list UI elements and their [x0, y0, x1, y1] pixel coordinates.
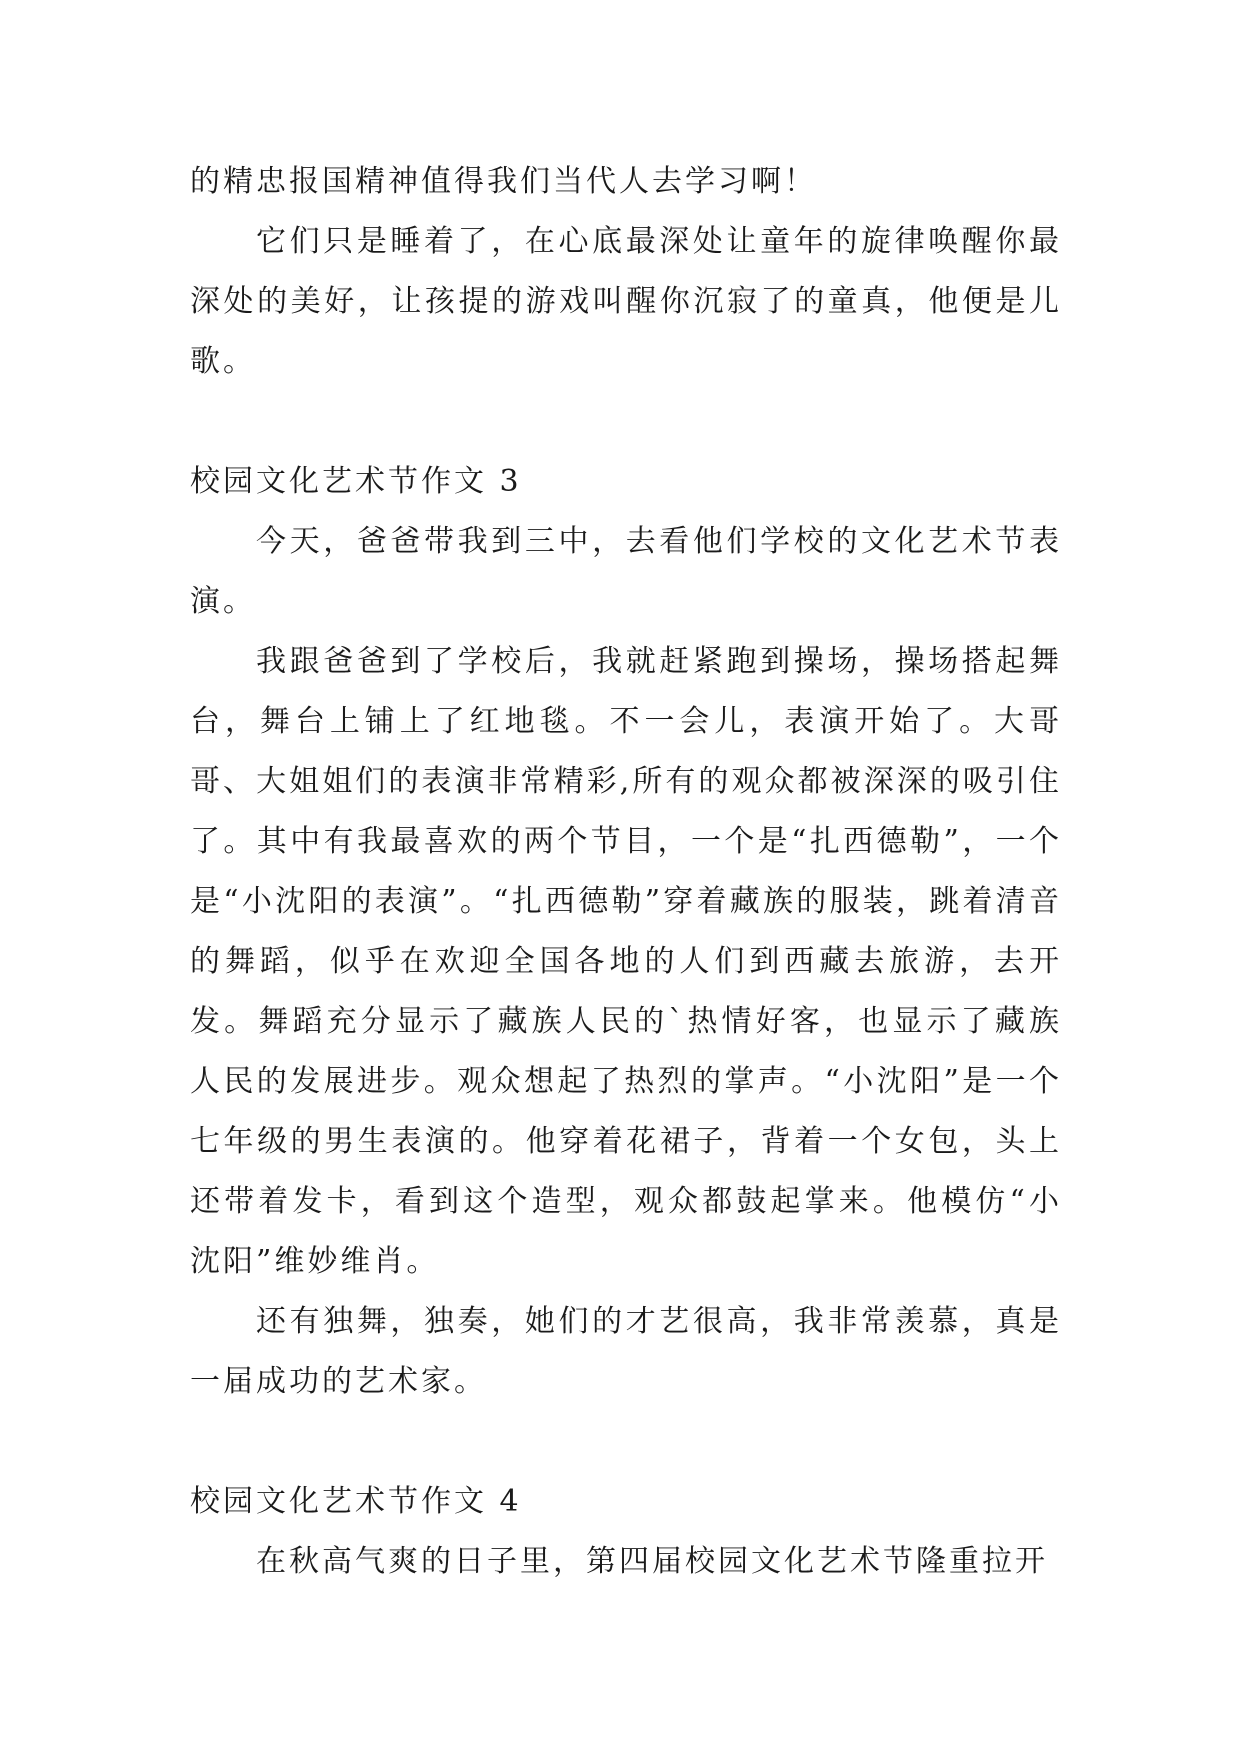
- paragraph-3: 今天，爸爸带我到三中，去看他们学校的文化艺术节表演。: [190, 524, 1062, 619]
- section-gap: [190, 1412, 1062, 1472]
- section-heading-4: 校园文化艺术节作文 4: [190, 1484, 522, 1519]
- section-gap: [190, 392, 1062, 452]
- paragraph-1: 的精忠报国精神值得我们当代人去学习啊！: [190, 164, 817, 199]
- paragraph-2: 它们只是睡着了，在心底最深处让童年的旋律唤醒你最深处的美好，让孩提的游戏叫醒你沉寂了的童真，他便是儿歌。: [190, 224, 1062, 379]
- section-heading-3: 校园文化艺术节作文 3: [190, 464, 522, 499]
- paragraph-5: 还有独舞，独奏，她们的才艺很高，我非常羡慕，真是一届成功的艺术家。: [190, 1304, 1062, 1399]
- document-body: [190, 152, 1062, 1592]
- paragraph-4: 我跟爸爸到了学校后，我就赶紧跑到操场，操场搭起舞台，舞台上铺上了红地毯。不一会儿，表演开始了。大哥哥、大姐姐们的表演非常精彩,所有的观众都被深深的吸引住了。其中有我最喜欢的两个节目，一个是“扎西德勒”，一个是“小沈阳的表演”。“扎西德勒”穿着藏族的服装，跳着清音的舞蹈，似乎在欢迎全国各地的人们到西藏去旅游，去开发。舞蹈充分显示了藏族人民的`热情好客，也显示了藏族人民的发展进步。观众想起了热烈的掌声。“小沈阳”是一个七年级的男生表演的。他穿着花裙子，背着一个女包，头上还带着发卡，看到这个造型，观众都鼓起掌来。他模仿“小沈阳”维妙维肖。: [190, 644, 1062, 1279]
- paragraph-6: 在秋高气爽的日子里，第四届校园文化艺术节隆重拉开: [256, 1544, 1048, 1579]
